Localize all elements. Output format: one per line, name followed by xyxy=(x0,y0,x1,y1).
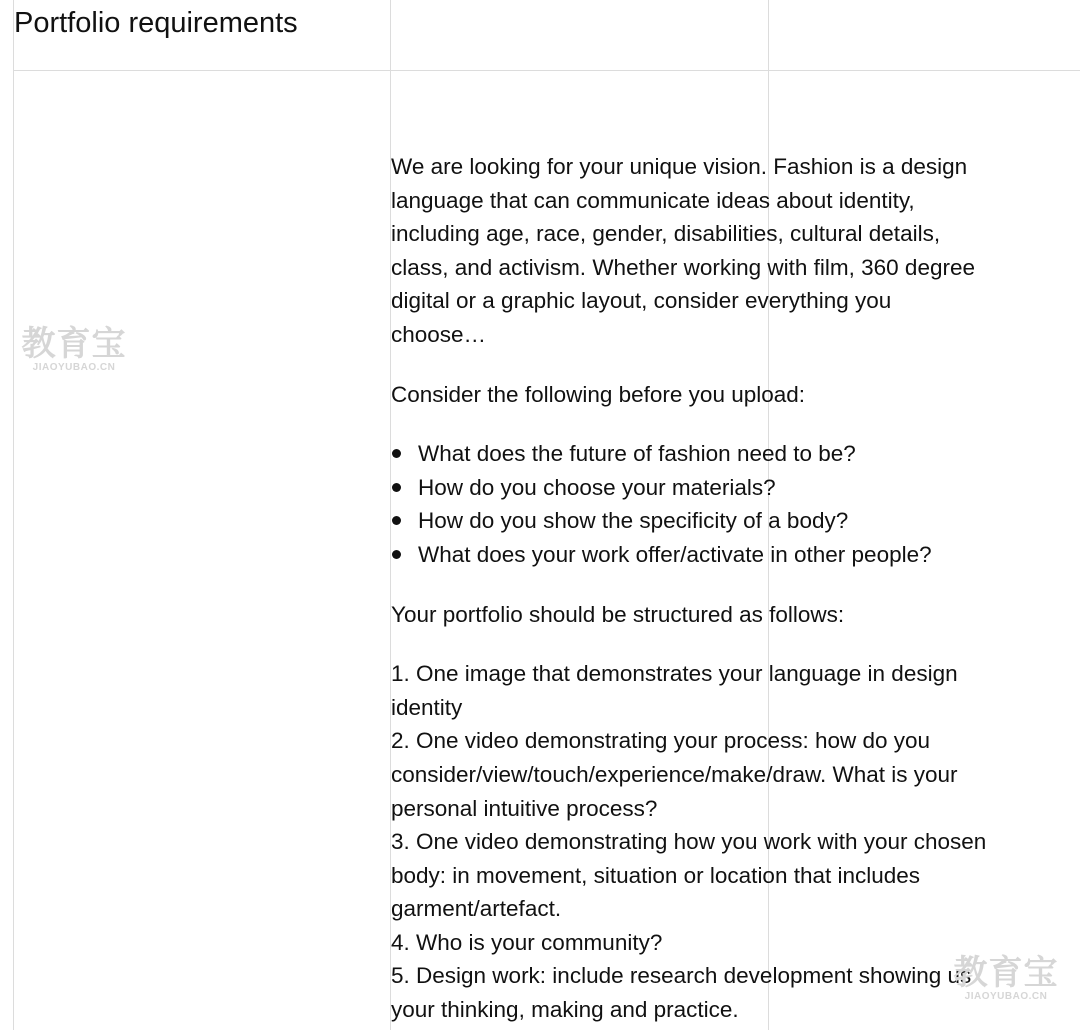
step-item: 4. Who is your community? xyxy=(391,929,663,955)
step-item: 2. One video demonstrating your process: how do you consider/view/touch/experience/make/draw. What is your personal intuitive process? xyxy=(391,728,958,821)
page-title: Portfolio requirements xyxy=(14,7,298,39)
consider-list xyxy=(391,437,991,571)
watermark-url: JIAOYUBAO.CN xyxy=(32,362,116,373)
step-item: 5. Design work: include research development showing us your thinking, making and practice. xyxy=(391,963,972,1023)
requirements-content xyxy=(391,150,991,1027)
step-item: 1. One image that demonstrates your language in design identity xyxy=(391,661,958,720)
table-column-divider-left xyxy=(13,0,14,1030)
watermark-logo xyxy=(950,955,1062,1003)
step-item: 3. One video demonstrating how you work with your chosen body: in movement, situation or location that includes garment/artefact. xyxy=(391,829,987,922)
watermark-text: 教育宝 xyxy=(21,325,127,363)
table-row-divider xyxy=(14,70,1080,71)
structure-heading: Your portfolio should be structured as follows: xyxy=(391,601,845,627)
consider-heading: Consider the following before you upload: xyxy=(391,381,806,407)
list-item: What does the future of fashion need to be? xyxy=(391,437,991,471)
structure-steps xyxy=(391,657,991,1027)
intro-paragraph: We are looking for your unique vision. Fashion is a design language that can communicate ideas about identity, including age, race, gender, disabilities, cultural details, class, and activism. Whether working with film, 360 degree digital or a graphic layout, consider everything you choose… xyxy=(391,154,975,347)
list-item: How do you show the specificity of a body? xyxy=(391,504,991,538)
watermark-text: 教育宝 xyxy=(953,954,1059,992)
watermark-logo xyxy=(18,326,130,374)
list-item: How do you choose your materials? xyxy=(391,471,991,505)
watermark-url: JIAOYUBAO.CN xyxy=(964,991,1048,1002)
list-item: What does your work offer/activate in other people? xyxy=(391,538,991,572)
